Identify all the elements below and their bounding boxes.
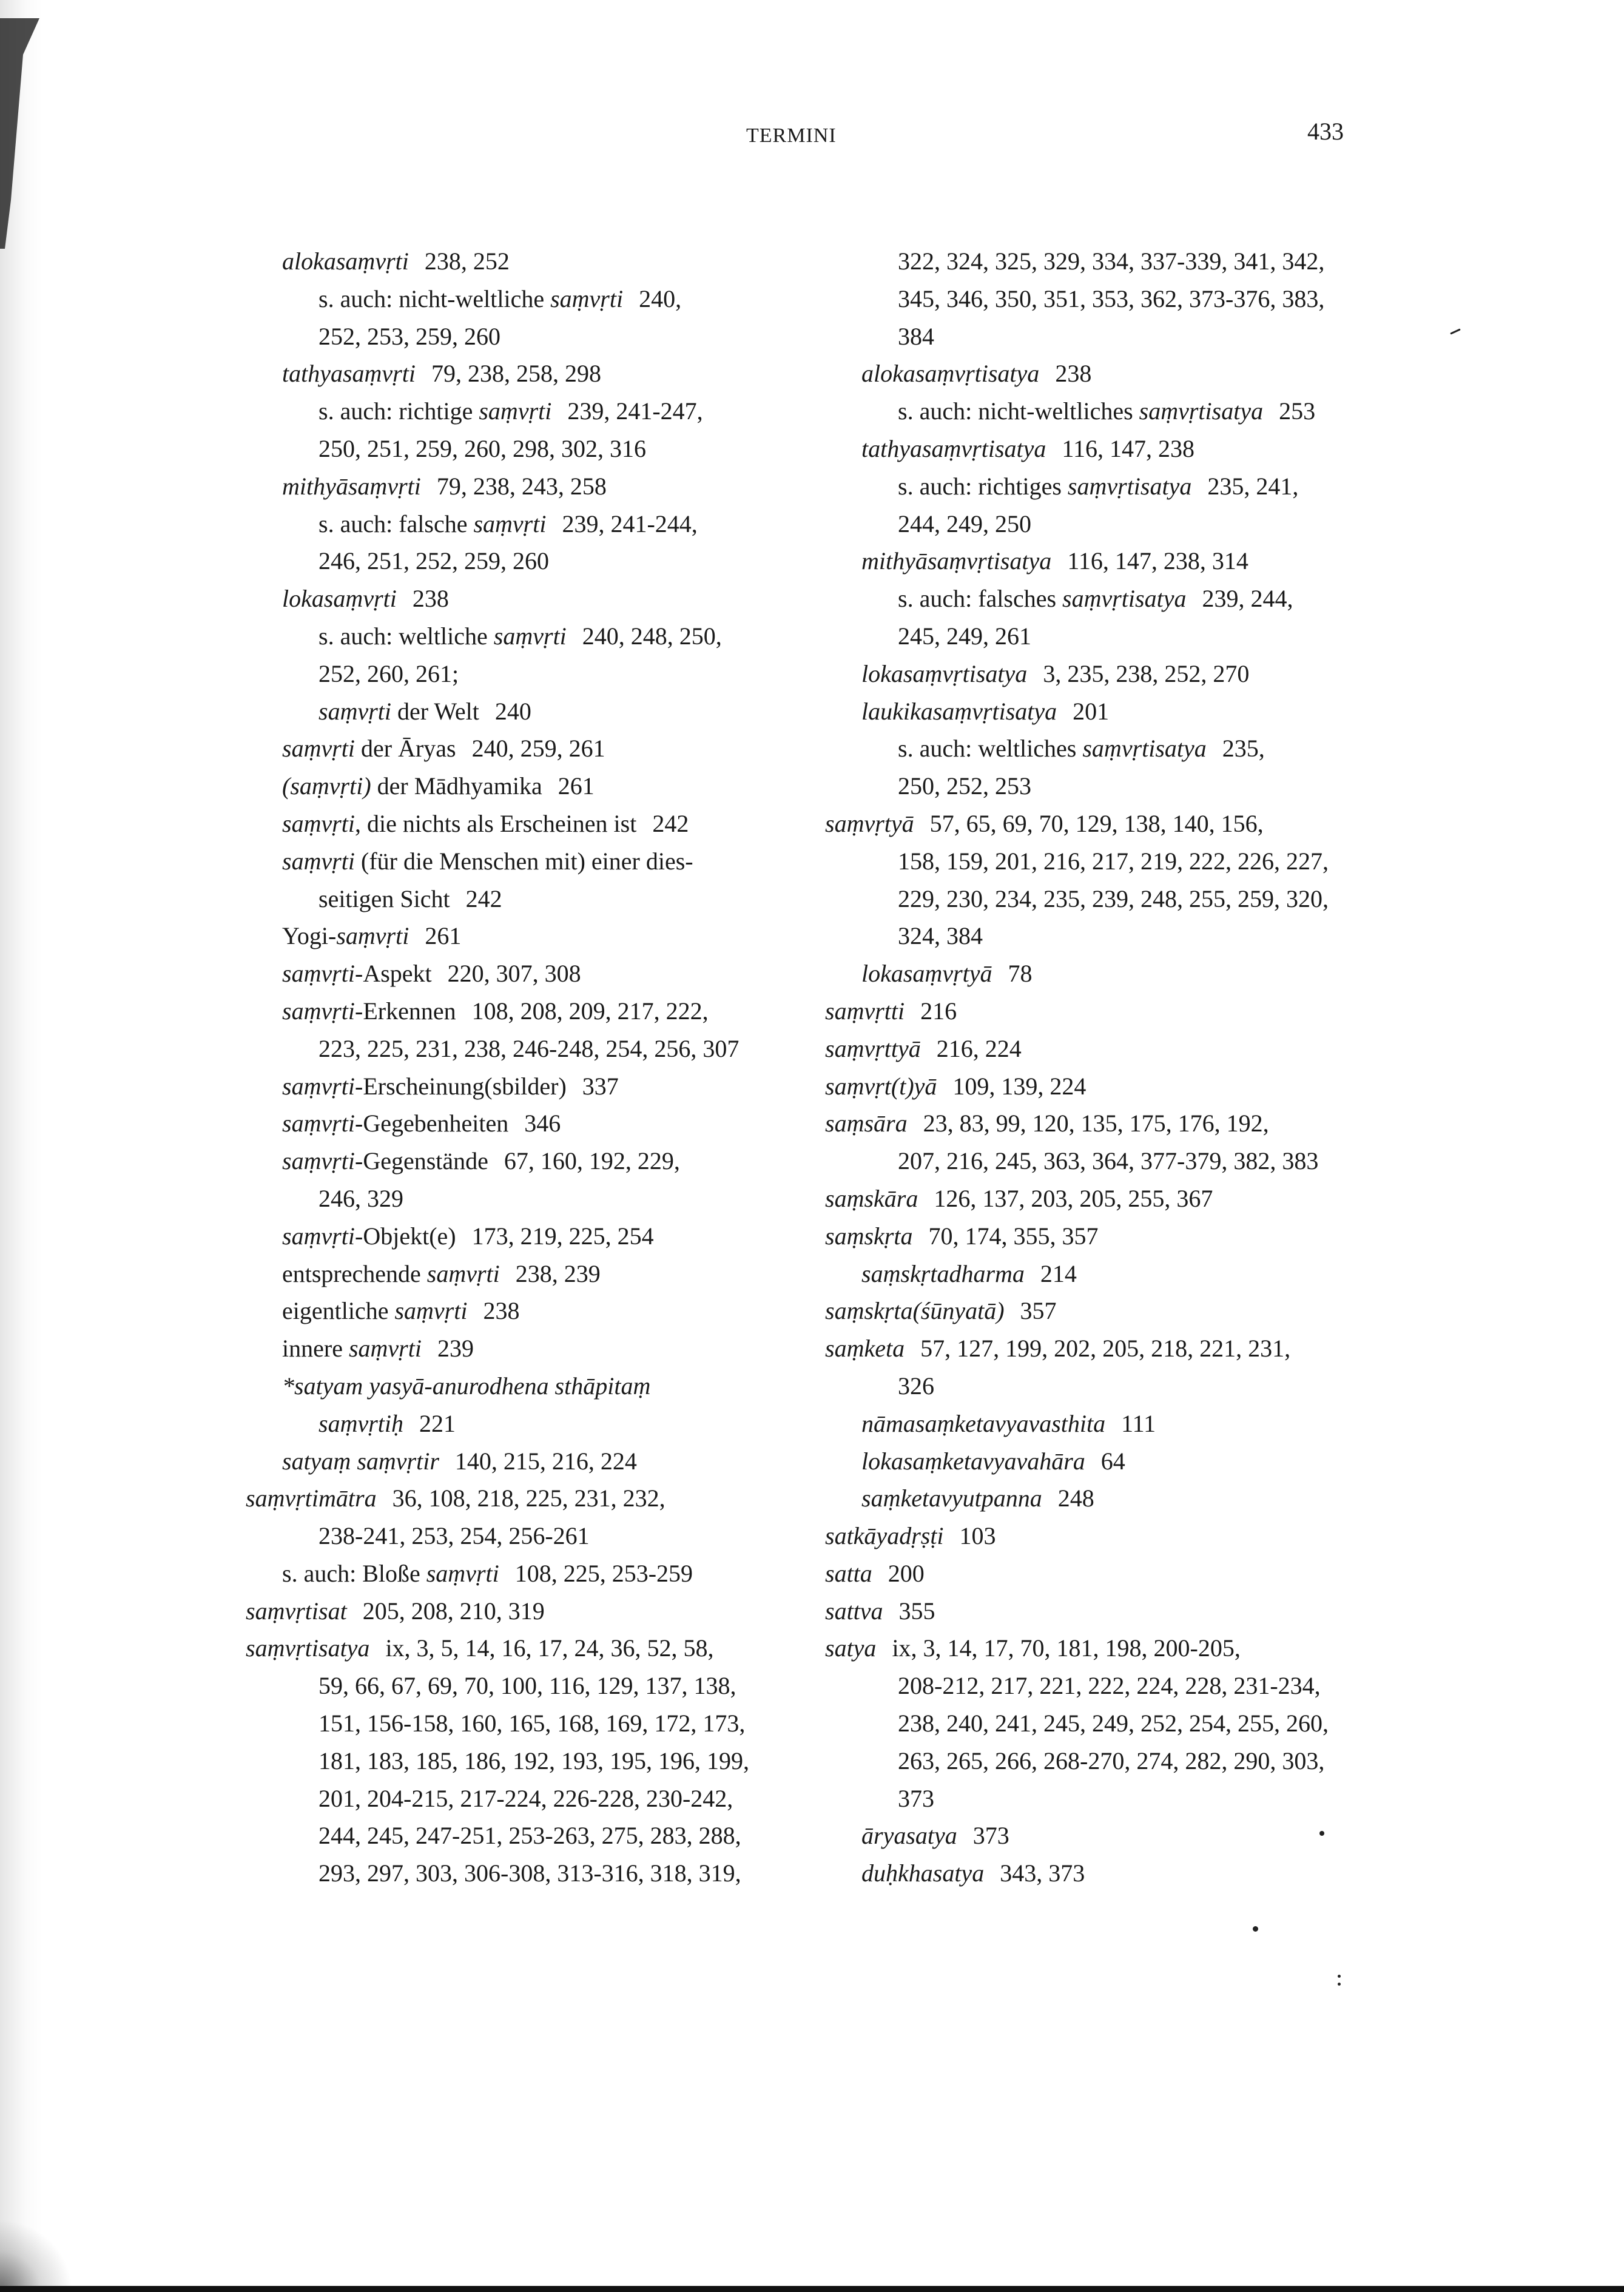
index-page-refs: 201	[1073, 697, 1110, 725]
index-page-refs: 79, 238, 243, 258	[436, 472, 607, 500]
index-term-italic: saṃvṛtisatya	[1082, 735, 1207, 763]
index-page-refs: 220, 307, 308	[447, 960, 581, 988]
index-line	[246, 1742, 780, 1780]
index-page-refs: 181, 183, 185, 186, 192, 193, 195, 196, 199,	[318, 1747, 749, 1775]
index-term: lokasaṃvṛtyā	[861, 960, 992, 988]
index-term: saṃvṛti	[282, 1147, 355, 1175]
index-term-rest: s. auch: richtige	[318, 397, 479, 425]
index-term: saṃvṛtimātra	[246, 1485, 377, 1512]
index-page-refs: 238-241, 253, 254, 256-261	[318, 1522, 590, 1550]
index-term-rest: -Objekt(e)	[355, 1222, 456, 1250]
scan-speck	[1450, 328, 1461, 334]
index-page-refs: 373	[972, 1822, 1009, 1850]
index-page-refs: 238, 252	[424, 248, 510, 275]
index-line	[825, 1180, 1359, 1218]
index-line	[825, 618, 1359, 655]
index-line	[246, 1593, 780, 1630]
index-page-refs: 240, 259, 261	[471, 735, 605, 763]
index-line	[246, 955, 780, 993]
index-term: nāmasaṃketavyavasthita	[861, 1409, 1106, 1437]
index-line	[825, 505, 1359, 543]
index-line	[246, 1142, 780, 1180]
index-page-refs: 250, 252, 253	[898, 772, 1031, 800]
index-term-italic: saṃvṛti	[479, 397, 552, 425]
index-page-refs: 261	[425, 922, 462, 950]
index-term-rest: s. auch: richtiges	[898, 472, 1068, 500]
index-line	[246, 805, 780, 843]
index-term: saṃketavyutpanna	[861, 1485, 1042, 1512]
index-line	[825, 468, 1359, 505]
index-line	[246, 1517, 780, 1555]
index-line	[246, 993, 780, 1030]
index-page-refs: 324, 384	[898, 922, 983, 950]
index-page-refs: ix, 3, 14, 17, 70, 181, 198, 200-205,	[892, 1634, 1241, 1662]
index-page-refs: 373	[898, 1784, 934, 1812]
index-page-refs: 238	[412, 585, 449, 613]
index-term: alokasaṃvṛti	[282, 248, 409, 275]
index-term-rest: (für die Menschen mit) einer dies-	[355, 847, 693, 875]
index-term: saṃvṛti	[282, 1222, 355, 1250]
index-page-refs: 116, 147, 238, 314	[1067, 547, 1248, 575]
index-page-refs: 214	[1040, 1259, 1077, 1287]
index-term-italic: saṃvṛti	[550, 285, 624, 312]
index-term-rest: -Gegenstände	[355, 1147, 488, 1175]
index-term: saṃvṛtisat	[246, 1597, 347, 1625]
index-term: mithyāsaṃvṛtisatya	[861, 547, 1052, 575]
scan-speck	[1338, 1983, 1341, 1986]
index-page-refs: 223, 225, 231, 238, 246-248, 254, 256, 307	[318, 1034, 740, 1062]
index-page-refs: 253	[1279, 397, 1316, 425]
index-page-refs: 252, 253, 259, 260	[318, 322, 500, 350]
index-term: alokasaṃvṛtisatya	[861, 360, 1040, 388]
index-page-refs: 240	[494, 697, 531, 725]
index-term: (saṃvṛti)	[282, 772, 371, 800]
page-number: 433	[1307, 118, 1344, 145]
index-line	[246, 767, 780, 805]
index-line	[246, 1105, 780, 1142]
index-term: lokasaṃvṛti	[282, 585, 397, 613]
index-line	[246, 1630, 780, 1667]
index-page-refs: 240,	[639, 285, 682, 312]
index-line	[825, 1068, 1359, 1105]
index-line	[825, 767, 1359, 805]
index-term: eigentliche	[282, 1297, 395, 1325]
index-term-italic: saṃvṛtisatya	[1062, 585, 1187, 613]
index-page-refs: 207, 216, 245, 363, 364, 377-379, 382, 383	[898, 1147, 1319, 1175]
index-page-refs: 263, 265, 266, 268-270, 274, 282, 290, 303,	[898, 1747, 1325, 1775]
index-line	[825, 1517, 1359, 1555]
index-term-rest: s. auch: falsche	[318, 510, 474, 538]
index-line	[825, 1292, 1359, 1330]
index-term: saṃvṛti	[282, 1110, 355, 1138]
index-line	[246, 1855, 780, 1892]
index-page-refs: 109, 139, 224	[952, 1072, 1087, 1100]
index-line	[246, 843, 780, 880]
index-page-refs: 238	[1055, 360, 1092, 388]
index-line	[246, 1705, 780, 1742]
index-line	[246, 1480, 780, 1517]
index-page-refs: 346	[524, 1110, 561, 1138]
index-term: saṃvṛti	[282, 1072, 355, 1100]
index-term: saṃskāra	[825, 1184, 918, 1212]
index-line	[246, 280, 780, 318]
index-line	[825, 1330, 1359, 1367]
index-line	[825, 805, 1359, 843]
index-term-rest: der Mādhyamika	[371, 772, 542, 800]
index-term: saṃskṛtadharma	[861, 1259, 1025, 1287]
index-page-refs: 108, 208, 209, 217, 222,	[471, 997, 709, 1025]
index-column-left	[246, 243, 780, 1892]
index-page-refs: 244, 245, 247-251, 253-263, 275, 283, 288,	[318, 1822, 741, 1850]
index-line	[825, 580, 1359, 618]
index-line	[246, 1367, 780, 1405]
index-line	[825, 1443, 1359, 1480]
index-page-refs: 244, 249, 250	[898, 510, 1031, 538]
index-line	[825, 1255, 1359, 1293]
index-line	[246, 393, 780, 430]
index-page-refs: 252, 260, 261;	[318, 659, 459, 687]
index-page-refs: 239, 244,	[1202, 585, 1293, 613]
index-term: satta	[825, 1559, 872, 1587]
index-page-refs: 59, 66, 67, 69, 70, 100, 116, 129, 137, 138,	[318, 1672, 736, 1700]
index-term: saṃvṛt(t)yā	[825, 1072, 937, 1100]
index-term: āryasatya	[861, 1822, 957, 1850]
index-term: saṃskṛta	[825, 1222, 913, 1250]
index-page-refs: 201, 204-215, 217-224, 226-228, 230-242,	[318, 1784, 733, 1812]
index-term-italic: saṃvṛtisatya	[1067, 472, 1192, 500]
index-page-refs: 246, 329	[318, 1184, 403, 1212]
index-term-rest: , die nichts als Erscheinen ist	[355, 809, 637, 837]
scan-speck	[1338, 1975, 1341, 1978]
index-line	[825, 1705, 1359, 1742]
index-page-refs: 242	[465, 885, 502, 912]
index-page-refs: 229, 230, 234, 235, 239, 248, 255, 259, 320,	[898, 885, 1329, 912]
index-term: saṃvṛti	[282, 997, 355, 1025]
index-page-refs: 242	[652, 809, 689, 837]
index-line	[246, 318, 780, 356]
index-line	[246, 1255, 780, 1293]
index-term-italic: saṃvṛti	[336, 922, 409, 950]
index-term-italic: saṃvṛtisatya	[1139, 397, 1264, 425]
index-page-refs: 140, 215, 216, 224	[454, 1447, 637, 1475]
index-page-refs: 239, 241-244,	[562, 510, 698, 538]
index-page-refs: 126, 137, 203, 205, 255, 367	[934, 1184, 1213, 1212]
index-term-italic: saṃvṛti	[348, 1335, 422, 1363]
index-term: lokasaṃvṛtisatya	[861, 659, 1028, 687]
index-page-refs: 103	[959, 1522, 996, 1550]
index-term-rest: s. auch: weltliches	[898, 735, 1083, 763]
index-page-refs: 67, 160, 192, 229,	[504, 1147, 680, 1175]
index-term: saṃvṛti	[282, 847, 355, 875]
index-line	[825, 430, 1359, 468]
index-term: entsprechende	[282, 1259, 427, 1287]
index-page-refs: 357	[1020, 1297, 1057, 1325]
index-line	[825, 880, 1359, 918]
index-line	[246, 1555, 780, 1593]
scan-shadow-bottom-corner	[0, 2219, 73, 2292]
index-line	[825, 655, 1359, 693]
index-line	[246, 1180, 780, 1218]
index-line	[825, 843, 1359, 880]
index-page-refs: 158, 159, 201, 216, 217, 219, 222, 226, 227,	[898, 847, 1329, 875]
index-line	[825, 693, 1359, 730]
index-term-rest: s. auch: weltliche	[318, 622, 494, 650]
index-term-rest: s. auch: falsches	[898, 585, 1063, 613]
index-line	[825, 243, 1359, 280]
index-term-rest: -Erscheinung(sbilder)	[355, 1072, 567, 1100]
index-line	[825, 993, 1359, 1030]
index-line	[246, 1068, 780, 1105]
index-line	[246, 1780, 780, 1818]
index-line	[825, 1480, 1359, 1517]
index-line	[246, 1817, 780, 1855]
index-line	[246, 655, 780, 693]
index-page-refs: 23, 83, 99, 120, 135, 175, 176, 192,	[923, 1110, 1269, 1138]
index-term: saṃvṛtisatya	[246, 1634, 370, 1662]
index-line	[246, 693, 780, 730]
index-line	[246, 355, 780, 393]
index-term: saṃvṛttyā	[825, 1034, 921, 1062]
index-line	[246, 730, 780, 767]
index-term-rest: -Aspekt	[355, 960, 432, 988]
index-term: Yogi-	[282, 922, 337, 950]
index-term: saṃvṛti	[282, 960, 355, 988]
index-page-refs: 345, 346, 350, 351, 353, 362, 373-376, 383,	[898, 285, 1325, 312]
index-line	[825, 542, 1359, 580]
index-page-refs: 384	[898, 322, 934, 350]
index-page-refs: 108, 225, 253-259	[514, 1559, 693, 1587]
index-term: satya	[825, 1634, 877, 1662]
index-line	[825, 1218, 1359, 1255]
index-term: lokasaṃketavyavahāra	[861, 1447, 1085, 1475]
index-line	[246, 880, 780, 918]
index-term: saṃvṛti	[282, 809, 355, 837]
index-page-refs: 355	[898, 1597, 935, 1625]
index-term: mithyāsaṃvṛti	[282, 472, 421, 500]
index-line	[825, 1142, 1359, 1180]
index-term-italic: saṃvṛti	[473, 510, 547, 538]
index-term: laukikasaṃvṛtisatya	[861, 697, 1057, 725]
index-page-refs: 343, 373	[1000, 1859, 1085, 1887]
index-page-refs: 322, 324, 325, 329, 334, 337-339, 341, 342,	[898, 248, 1325, 275]
scan-shadow-left-edge	[0, 0, 42, 2292]
index-term-italic: saṃvṛti	[493, 622, 567, 650]
index-line	[246, 580, 780, 618]
index-line	[246, 430, 780, 468]
index-page-refs: ix, 3, 5, 14, 16, 17, 24, 36, 52, 58,	[385, 1634, 714, 1662]
index-page-refs: 240, 248, 250,	[582, 622, 722, 650]
index-line	[246, 618, 780, 655]
index-line	[825, 393, 1359, 430]
index-page-refs: 261	[558, 772, 595, 800]
index-line	[825, 1667, 1359, 1705]
index-line	[246, 1218, 780, 1255]
index-page-refs: 64	[1100, 1447, 1125, 1475]
index-column-right	[825, 243, 1359, 1892]
index-page-refs: 238	[483, 1297, 520, 1325]
index-line	[246, 917, 780, 955]
index-term: saṃskṛta(śūnyatā)	[825, 1297, 1005, 1325]
index-term-italic: saṃvṛti	[394, 1297, 468, 1325]
index-line	[246, 1330, 780, 1367]
index-page-refs: 205, 208, 210, 319	[362, 1597, 545, 1625]
index-term: saṃvṛtyā	[825, 809, 914, 837]
index-line	[246, 505, 780, 543]
index-page-refs: 173, 219, 225, 254	[471, 1222, 654, 1250]
index-page-refs: 57, 65, 69, 70, 129, 138, 140, 156,	[929, 809, 1264, 837]
index-page-refs: 239	[437, 1335, 474, 1363]
index-page-refs: 3, 235, 238, 252, 270	[1043, 659, 1250, 687]
index-term-rest: s. auch: nicht-weltliches	[898, 397, 1139, 425]
index-line	[825, 730, 1359, 767]
index-line	[825, 1780, 1359, 1818]
index-line	[246, 1030, 780, 1068]
index-line	[825, 1742, 1359, 1780]
index-line	[825, 1030, 1359, 1068]
index-page-refs: 208-212, 217, 221, 222, 224, 228, 231-234,	[898, 1672, 1321, 1700]
index-page-refs: 250, 251, 259, 260, 298, 302, 316	[318, 434, 646, 462]
index-page-refs: 326	[898, 1372, 934, 1400]
index-term: saṃsāra	[825, 1110, 908, 1138]
index-page-refs: 216	[920, 997, 957, 1025]
index-term-rest: s. auch: nicht-weltliche	[318, 285, 551, 312]
index-line	[825, 318, 1359, 356]
index-page-refs: 79, 238, 258, 298	[431, 360, 601, 388]
index-line	[825, 1555, 1359, 1593]
scan-border-bottom	[0, 2286, 1624, 2292]
index-term: saṃvṛti	[318, 697, 391, 725]
index-page-refs: 111	[1121, 1409, 1156, 1437]
index-term: sattva	[825, 1597, 883, 1625]
index-page-refs: 245, 249, 261	[898, 622, 1031, 650]
index-term: innere	[282, 1335, 349, 1363]
index-page-refs: 78	[1008, 960, 1033, 988]
index-line	[246, 468, 780, 505]
index-page-refs: 116, 147, 238	[1062, 434, 1194, 462]
index-term-rest: -Gegebenheiten	[355, 1110, 509, 1138]
index-page-refs: 239, 241-247,	[567, 397, 703, 425]
index-line	[825, 1817, 1359, 1855]
index-page-refs: 235,	[1222, 735, 1265, 763]
index-line	[246, 1405, 780, 1443]
index-term-rest: der Āryas	[355, 735, 456, 763]
index-page-refs: 151, 156-158, 160, 165, 168, 169, 172, 173,	[318, 1710, 746, 1738]
index-line	[246, 1667, 780, 1705]
index-line	[825, 955, 1359, 993]
index-term: tathyasaṃvṛti	[282, 360, 416, 388]
index-page-refs: 36, 108, 218, 225, 231, 232,	[392, 1485, 665, 1512]
index-term: satyaṃ saṃvṛtir	[282, 1447, 439, 1475]
index-term: saṃvṛtiḥ	[318, 1409, 403, 1437]
index-term-italic: saṃvṛti	[426, 1259, 500, 1287]
index-line	[825, 1105, 1359, 1142]
index-term-italic: saṃvṛti	[426, 1559, 499, 1587]
index-page-refs: 216, 224	[936, 1034, 1022, 1062]
index-page-refs: 248	[1057, 1485, 1094, 1512]
index-line	[825, 1367, 1359, 1405]
index-term-rest: der Welt	[391, 697, 479, 725]
index-term: saṃketa	[825, 1335, 905, 1363]
index-line	[825, 1593, 1359, 1630]
index-page-refs: 70, 174, 355, 357	[928, 1222, 1099, 1250]
index-page-refs: 235, 241,	[1207, 472, 1299, 500]
index-line	[825, 917, 1359, 955]
index-line	[246, 1292, 780, 1330]
index-term: *satyam yasyā-anurodhena sthāpitaṃ	[282, 1372, 651, 1400]
index-term: saṃvṛtti	[825, 997, 905, 1025]
index-term-rest: -Erkennen	[355, 997, 456, 1025]
index-term: tathyasaṃvṛtisatya	[861, 434, 1046, 462]
index-page-refs: 238, 239	[515, 1259, 601, 1287]
index-page-refs: 221	[419, 1409, 456, 1437]
index-page-refs: 293, 297, 303, 306-308, 313-316, 318, 319,	[318, 1859, 741, 1887]
scan-speck	[1253, 1926, 1258, 1932]
index-line	[246, 243, 780, 280]
index-term: satkāyadṛṣṭi	[825, 1522, 944, 1550]
index-page-refs: 200	[888, 1559, 925, 1587]
index-line	[825, 355, 1359, 393]
index-term: duḥkhasatya	[861, 1859, 985, 1887]
index-line	[825, 1630, 1359, 1667]
index-page-refs: 57, 127, 199, 202, 205, 218, 221, 231,	[920, 1335, 1291, 1363]
index-term: saṃvṛti	[282, 735, 355, 763]
index-term-rest: s. auch: Bloße	[282, 1559, 426, 1587]
running-header-title: TERMINI	[746, 124, 837, 147]
index-page-refs: 337	[582, 1072, 619, 1100]
scan-speck	[1319, 1831, 1324, 1836]
index-line	[825, 280, 1359, 318]
index-page-refs: 246, 251, 252, 259, 260	[318, 547, 549, 575]
index-line	[246, 1443, 780, 1480]
index-term-rest: seitigen Sicht	[318, 885, 450, 912]
scan-shadow-wedge	[0, 18, 42, 249]
index-line	[825, 1405, 1359, 1443]
index-line	[825, 1855, 1359, 1892]
index-page-refs: 238, 240, 241, 245, 249, 252, 254, 255, 260,	[898, 1710, 1329, 1738]
index-line	[246, 542, 780, 580]
